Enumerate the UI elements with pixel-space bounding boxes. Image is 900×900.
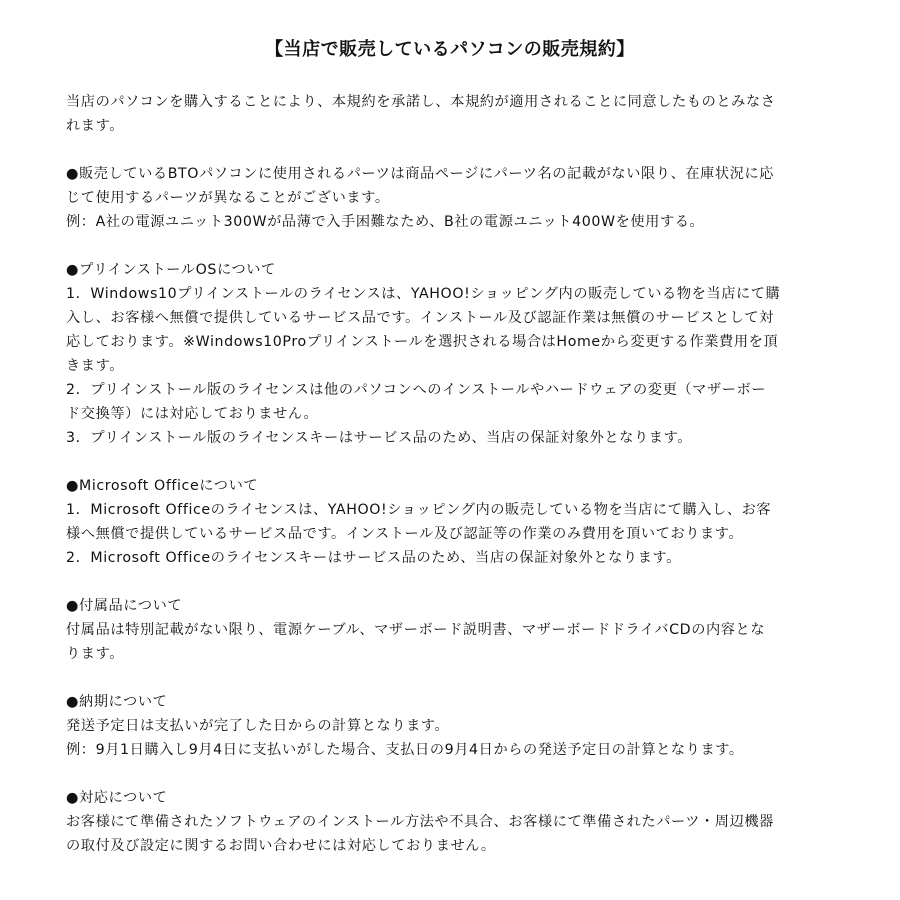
support-section: [66, 786, 846, 858]
os-section: [66, 258, 846, 450]
os-heading: ●プリインストールOSについて: [66, 262, 276, 278]
document-title: 【当店で販売しているパソコンの販売規約】: [265, 39, 635, 60]
accessories-heading: ●付属品について: [66, 598, 183, 614]
os-line: きます。: [66, 358, 125, 374]
delivery-line: 発送予定日は支払いが完了した日からの計算となります。: [66, 718, 450, 734]
support-line: お客様にて準備されたソフトウェアのインストール方法や不具合、お客様にて準備されたパーツ・周辺機器: [66, 814, 774, 830]
os-line: 入し、お客様へ無償で提供しているサービス品です。インストール及び認証作業は無償のサービスとして対: [66, 310, 774, 326]
section-gap: [66, 138, 846, 162]
os-line: 1．Windows10プリインストールのライセンスは、YAHOO!ショッピング内の販売している物を当店にて購: [66, 286, 781, 302]
delivery-section: [66, 690, 846, 762]
os-line: 3．プリインストール版のライセンスキーはサービス品のため、当店の保証対象外となります。: [66, 430, 693, 446]
section-gap: [66, 234, 846, 258]
intro-line: 当店のパソコンを購入することにより、本規約を承諾し、本規約が適用されることに同意したものとみなさ: [66, 94, 776, 110]
os-line: ド交換等）には対応しておりません。: [66, 406, 319, 422]
parts-example: 例：A社の電源ユニット300Wが品薄で入手困難なため、B社の電源ユニット400Wを使用する。: [66, 214, 705, 230]
intro-line: れます。: [66, 118, 125, 134]
document-body: [66, 90, 846, 858]
intro-section: [66, 90, 846, 138]
accessories-line: 付属品は特別記載がない限り、電源ケーブル、マザーボード説明書、マザーボードドライバCDの内容とな: [66, 622, 766, 638]
support-heading: ●対応について: [66, 790, 168, 806]
office-line: 様へ無償で提供しているサービス品です。インストール及び認証等の作業のみ費用を頂いております。: [66, 526, 744, 542]
parts-section: [66, 162, 846, 234]
accessories-line: ります。: [66, 646, 125, 662]
office-line: 1．Microsoft Officeのライセンスは、YAHOO!ショッピング内の販売している物を当店にて購入し、お客: [66, 502, 772, 518]
accessories-section: [66, 594, 846, 666]
delivery-example: 例：9月1日購入し9月4日に支払いがした場合、支払日の9月4日からの発送予定日の計算となります。: [66, 742, 744, 758]
os-line: 2．プリインストール版のライセンスは他のパソコンへのインストールやハードウェアの変更（マザーボー: [66, 382, 767, 398]
os-line: 応しております。※Windows10Proプリインストールを選択される場合はHomeから変更する作業費用を頂: [66, 334, 779, 350]
section-gap: [66, 762, 846, 786]
support-line: の取付及び設定に関するお問い合わせには対応しておりません。: [66, 838, 496, 854]
section-gap: [66, 666, 846, 690]
office-line: 2．Microsoft Officeのライセンスキーはサービス品のため、当店の保証対象外となります。: [66, 550, 681, 566]
section-gap: [66, 570, 846, 594]
office-section: [66, 474, 846, 570]
office-heading: ●Microsoft Officeについて: [66, 478, 259, 494]
parts-line: じて使用するパーツが異なることがございます。: [66, 190, 390, 206]
parts-line: ●販売しているBTOパソコンに使用されるパーツは商品ページにパーツ名の記載がない限り、在庫状況に応: [66, 166, 775, 182]
section-gap: [66, 450, 846, 474]
delivery-heading: ●納期について: [66, 694, 168, 710]
